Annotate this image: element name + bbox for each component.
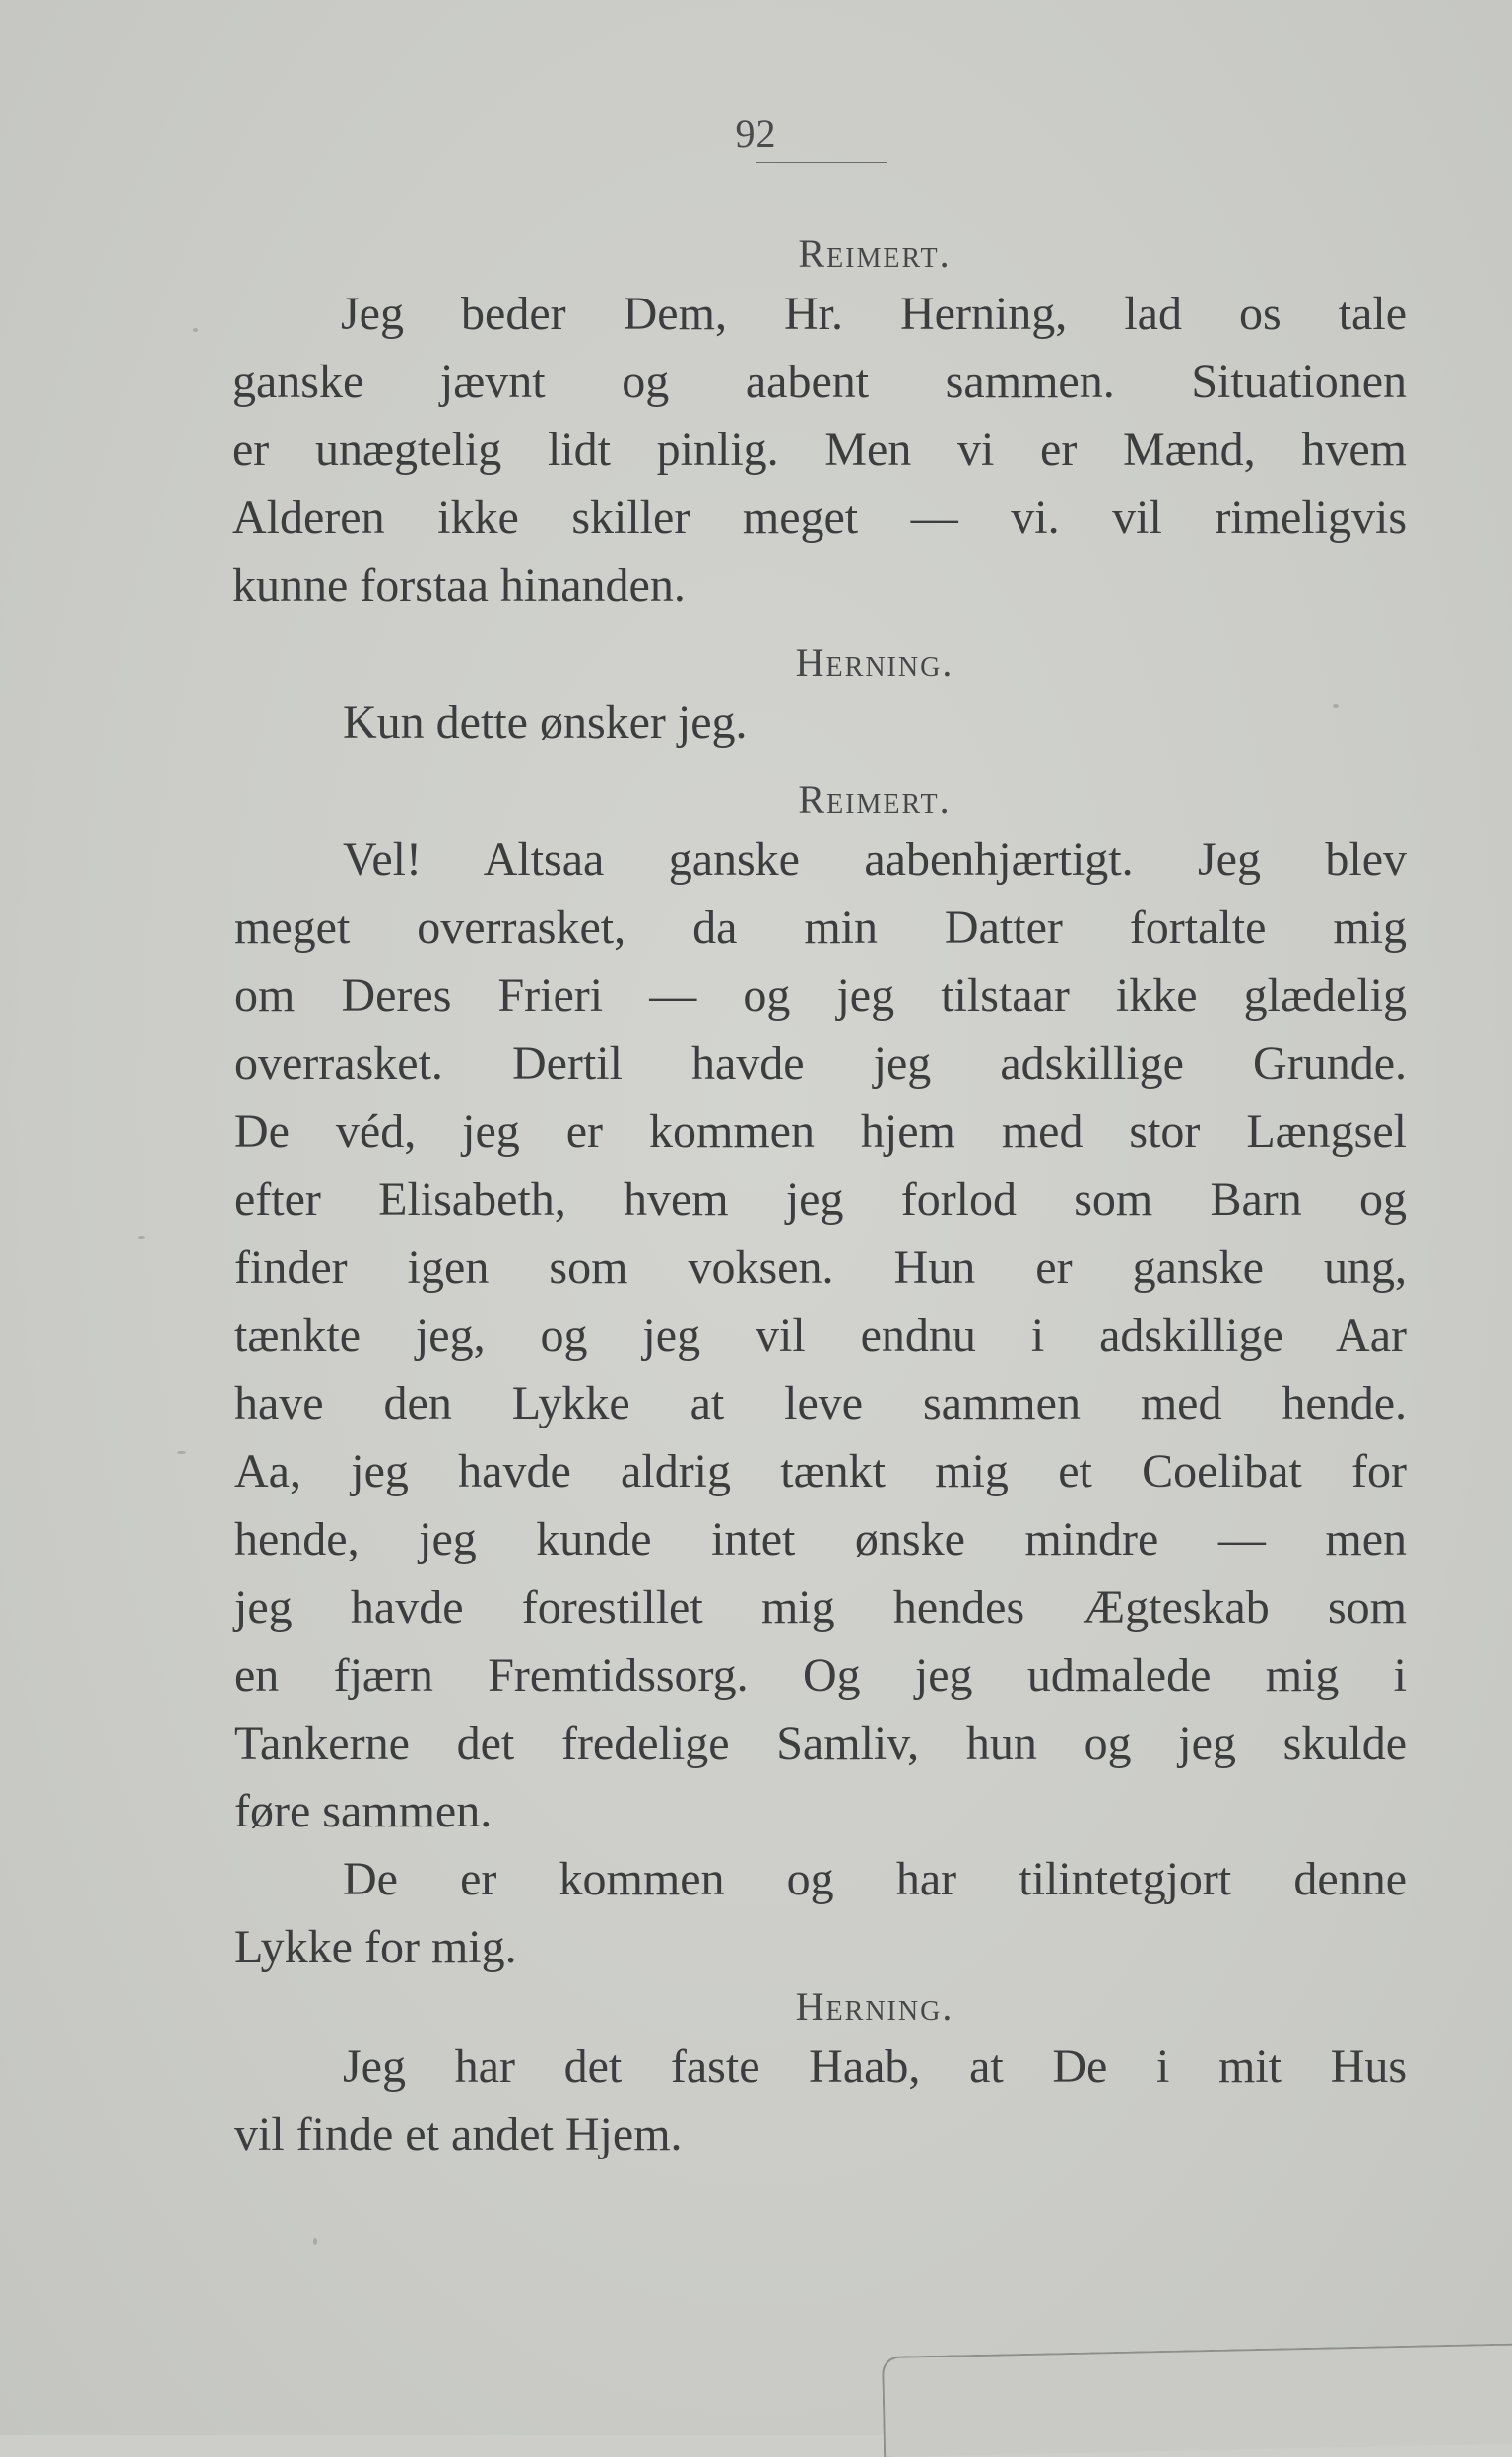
dialogue-paragraph xyxy=(232,280,1407,620)
speaker-heading: Reimert. xyxy=(798,777,952,822)
dialogue-paragraph xyxy=(234,689,1407,757)
dialogue-text xyxy=(234,229,1407,2168)
text-line: Vel! Altsaa ganske aabenhjærtigt. Jeg blev xyxy=(343,833,1407,886)
page-number-rule xyxy=(756,162,887,163)
paper-speck xyxy=(138,1236,145,1239)
paper-speck xyxy=(313,2238,317,2245)
paper-speck xyxy=(177,1451,186,1454)
page-corner-edge xyxy=(882,2343,1512,2457)
speaker-heading: Herning. xyxy=(795,640,954,685)
text-line: overrasket. Dertil havde jeg adskillige Grunde. xyxy=(234,1037,1407,1090)
speaker-heading: Herning. xyxy=(795,1984,954,2028)
dialogue-paragraph xyxy=(234,2032,1407,2168)
text-line: De er kommen og har tilintetgjort denne xyxy=(343,1853,1407,1905)
dialogue-paragraph xyxy=(234,1845,1407,1981)
text-line: Alderen ikke skiller meget — vi. vil rimeligvis xyxy=(232,492,1407,544)
text-line: hende, jeg kunde intet ønske mindre — men xyxy=(234,1513,1407,1565)
page-number: 92 xyxy=(735,111,777,156)
text-line: er unægtelig lidt pinlig. Men vi er Mænd, hvem xyxy=(232,424,1407,476)
text-line: kunne forstaa hinanden. xyxy=(232,560,686,612)
text-line: vil finde et andet Hjem. xyxy=(234,2108,683,2160)
text-line: en fjærn Fremtidssorg. Og jeg udmalede mig i xyxy=(234,1649,1407,1701)
text-line: Aa, jeg havde aldrig tænkt mig et Coelibat for xyxy=(234,1445,1407,1497)
text-line: meget overrasket, da min Datter fortalte mig xyxy=(234,901,1407,954)
text-line: finder igen som voksen. Hun er ganske ung, xyxy=(234,1241,1407,1294)
text-line: have den Lykke at leve sammen med hende. xyxy=(234,1377,1407,1429)
text-line: Jeg har det faste Haab, at De i mit Hus xyxy=(343,2040,1407,2092)
text-line: Tankerne det fredelige Samliv, hun og jeg skulde xyxy=(234,1717,1407,1769)
text-line: jeg havde forestillet mig hendes Ægteskab som xyxy=(234,1581,1407,1633)
text-line: tænkte jeg, og jeg vil endnu i adskillige Aar xyxy=(234,1309,1407,1361)
text-line: ganske jævnt og aabent sammen. Situationen xyxy=(232,356,1407,408)
paper-speck xyxy=(1333,704,1339,708)
text-line: Kun dette ønsker jeg. xyxy=(343,697,748,749)
speaker-heading: Reimert. xyxy=(798,232,952,276)
dialogue-paragraph xyxy=(234,826,1407,1845)
text-line: efter Elisabeth, hvem jeg forlod som Barn og xyxy=(234,1173,1407,1226)
text-line: føre sammen. xyxy=(234,1785,493,1837)
text-line: De véd, jeg er kommen hjem med stor Længsel xyxy=(234,1105,1407,1158)
text-line: Jeg beder Dem, Hr. Herning, lad os tale xyxy=(341,288,1407,340)
text-line: Lykke for mig. xyxy=(234,1921,517,1973)
paper-speck xyxy=(193,328,198,332)
text-line: om Deres Frieri — og jeg tilstaar ikke glædelig xyxy=(234,969,1407,1022)
